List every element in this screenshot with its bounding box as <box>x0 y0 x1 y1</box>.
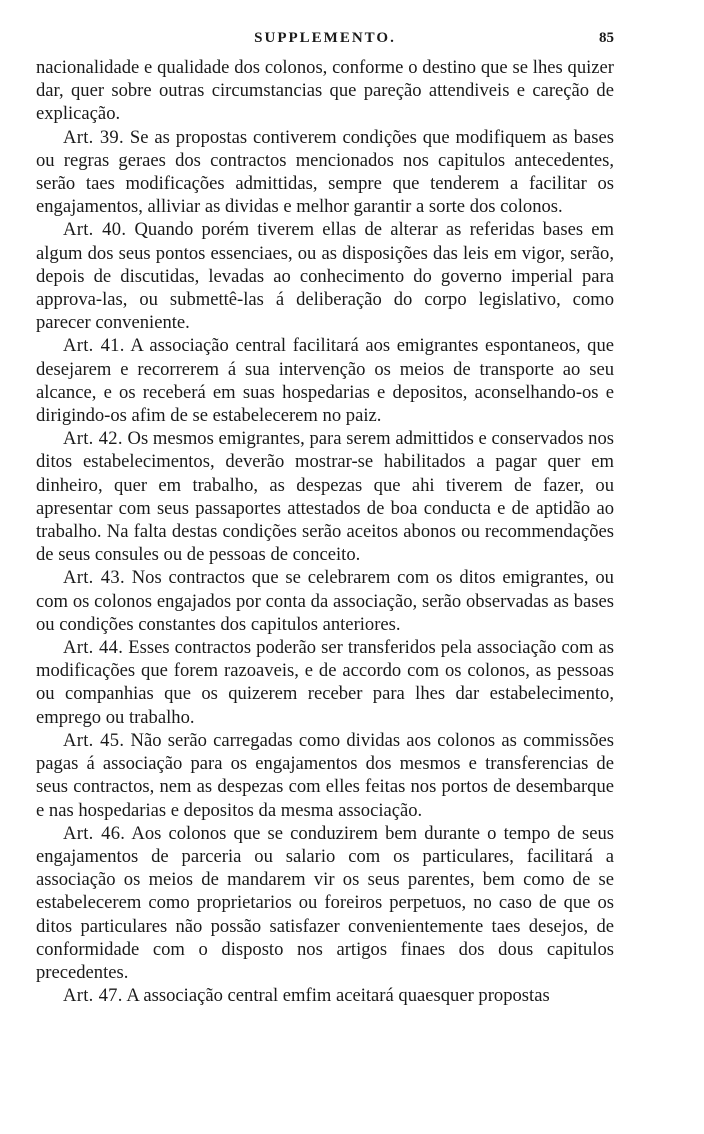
article-label: Art. 39. <box>63 126 124 148</box>
article-text: A associação central facilitará aos emigrantes espontaneos, que desejarem e recorrerem á sua intervenção os meios de transporte ao seu alcance, e os receberá em suas hospedarias e depositos, aconselhando-os e dirigindo-os afim de se estabelecerem no paiz. <box>36 335 615 427</box>
paragraph-text: nacionalidade e qualidade dos colonos, conforme o destino que se lhes quizer dar, quer sobre outras circumstancias que pareção attendiveis e careção de explicação. <box>36 57 614 125</box>
article-text: Nos contractos que se celebrarem com os ditos emigrantes, ou com os colonos engajados por conta da associação, serão observadas as bases ou condições constantes dos capitulos anteriores. <box>36 567 614 635</box>
paragraph-continuation <box>36 56 614 126</box>
article-42 <box>36 427 614 566</box>
running-head <box>36 30 614 52</box>
article-39 <box>36 126 614 219</box>
article-label: Art. 41. <box>63 335 125 357</box>
article-label: Art. 47. <box>63 985 123 1007</box>
article-label: Art. 44. <box>63 637 124 659</box>
article-40 <box>36 218 614 334</box>
running-title: SUPPLEMENTO. <box>254 30 396 46</box>
article-text: A associação central emfim aceitará quaesquer propostas <box>126 985 550 1007</box>
article-text: Os mesmos emigrantes, para serem admittidos e conservados nos ditos estabelecimentos, deverão mostrar-se habilitados a pagar quer em dinheiro, quer em trabalho, as despezas que ahi tiverem de fazer, ou apresentar com seus passaportes attestados de boa conducta e de aptidão ao trabalho. Na falta destas condições serão aceitos abonos ou recommendações de seus consules ou de pessoas de conceito. <box>36 428 614 566</box>
article-43 <box>36 566 614 636</box>
article-45 <box>36 729 614 822</box>
article-47 <box>36 984 614 1007</box>
article-label: Art. 43. <box>63 567 125 589</box>
article-41 <box>36 334 614 427</box>
article-text: Aos colonos que se conduzirem bem durante o tempo de seus engajamentos de parceria ou salario com os particulares, facilitará a associação os meios de mandarem vir os seus parentes, bem como de se estabelecerem como proprietarios ou foreiros perpetuos, no caso de que os ditos particulares não possão satisfazer convenientemente taes desejos, de conformidade com o disposto nos artigos finaes dos dous capitulos precedentes. <box>36 822 615 983</box>
article-44 <box>36 636 614 729</box>
article-label: Art. 42. <box>63 428 123 450</box>
article-label: Art. 45. <box>63 729 125 751</box>
page-number: 85 <box>599 30 614 46</box>
article-text: Se as propostas contiverem condições que modifiquem as bases ou regras geraes dos contractos mencionados nos capitulos antecedentes, serão taes modificações admittidas, sempre que tenderem a facilitar os engajamentos, alliviar as dividas e melhor garantir a sorte dos colonos. <box>36 126 614 218</box>
article-46 <box>36 822 614 984</box>
article-label: Art. 40. <box>63 219 127 241</box>
book-page <box>36 30 614 1007</box>
article-label: Art. 46. <box>63 822 126 844</box>
article-text: Esses contractos poderão ser transferidos pela associação com as modificações que forem razoaveis, e de accordo com os colonos, as pessoas ou companhias que os quizerem receber para lhes dar estabelecimento, emprego ou trabalho. <box>36 637 614 728</box>
article-text: Quando porém tiverem ellas de alterar as referidas bases em algum dos seus pontos essenciaes, ou as disposições das leis em vigor, serão, depois de discutidas, levadas ao conhecimento do governo imperial para approva-las, ou submettê-las á deliberação do corpo legislativo, como parecer conveniente. <box>36 219 614 334</box>
body-text <box>36 56 614 1007</box>
article-text: Não serão carregadas como dividas aos colonos as commissões pagas á associação para os engajamentos dos mesmos e transferencias de seus contractos, nem as despezas com elles feitas nos portos de desembarque e nas hospedarias e depositos da mesma associação. <box>36 729 614 821</box>
